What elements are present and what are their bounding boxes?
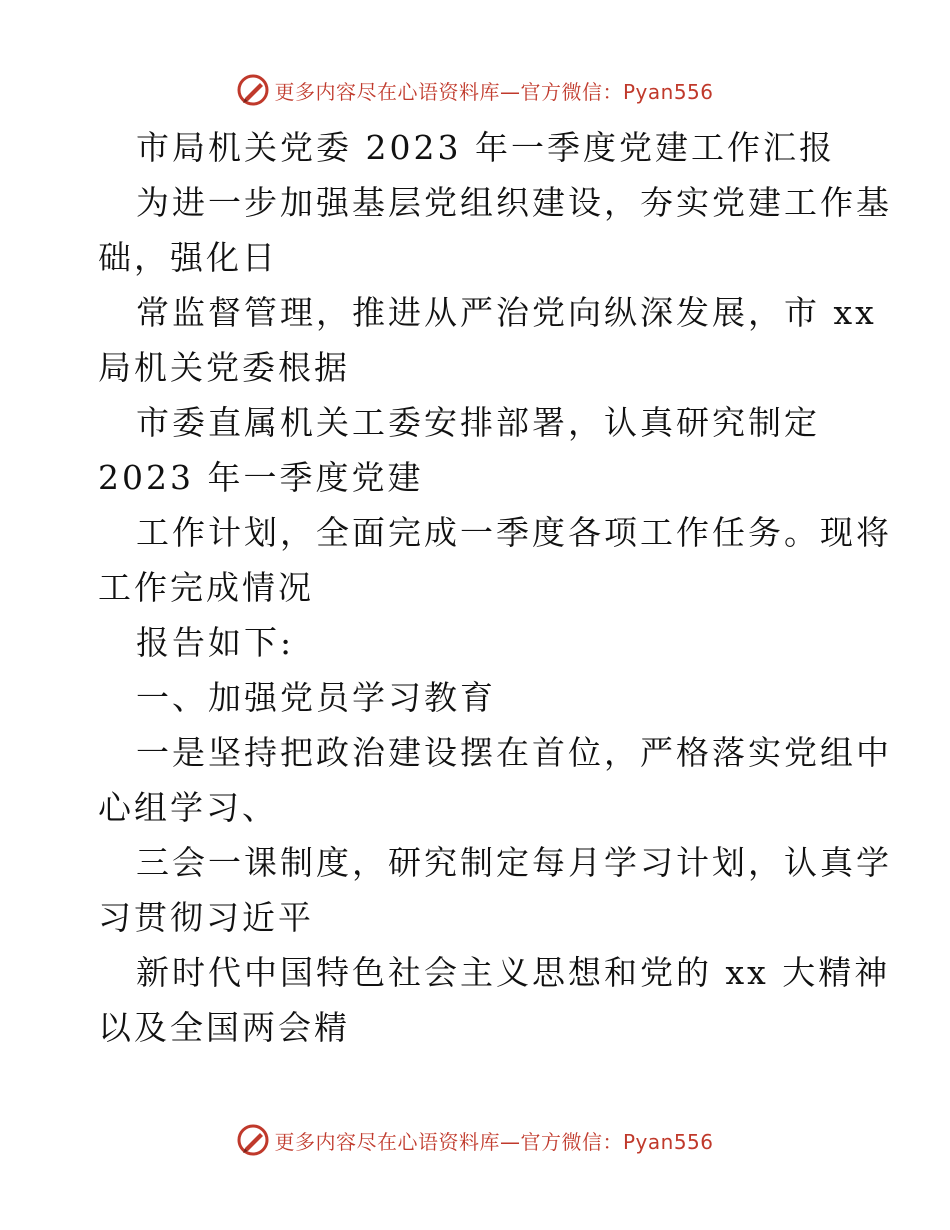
document-line: 局机关党委根据: [98, 348, 350, 387]
pen-logo-icon: [236, 73, 270, 107]
watermark-text: 更多内容尽在心语资料库—官方微信：Pyan556: [274, 1129, 714, 1154]
watermark-banner-bottom: [0, 1120, 950, 1160]
document-line: 三会一课制度，研究制定每月学习计划，认真学: [136, 843, 892, 882]
document-line: 新时代中国特色社会主义思想和党的 xx 大精神: [136, 953, 891, 992]
document-line: 工作计划，全面完成一季度各项工作任务。现将: [136, 513, 892, 552]
document-line: 为进一步加强基层党组织建设，夯实党建工作基: [136, 183, 892, 222]
watermark-text: 更多内容尽在心语资料库—官方微信：Pyan556: [274, 79, 714, 104]
document-line: 一是坚持把政治建设摆在首位，严格落实党组中: [136, 733, 892, 772]
document-line: 市委直属机关工委安排部署，认真研究制定: [136, 403, 820, 442]
pen-logo-icon: [236, 1123, 270, 1157]
document-line: 2023 年一季度党建: [98, 458, 424, 497]
document-line: 以及全国两会精: [98, 1008, 350, 1047]
document-line: 础，强化日: [98, 238, 278, 277]
document-line: 报告如下:: [136, 623, 295, 662]
document-body: [98, 120, 892, 1055]
document-line: 工作完成情况: [98, 568, 314, 607]
document-line: 市局机关党委 2023 年一季度党建工作汇报: [136, 128, 835, 167]
document-line: 常监督管理，推进从严治党向纵深发展，市 xx: [136, 293, 877, 332]
watermark-banner-top: [0, 70, 950, 110]
document-line: 一、加强党员学习教育: [136, 678, 496, 717]
document-line: 心组学习、: [98, 788, 278, 827]
document-line: 习贯彻习近平: [98, 898, 314, 937]
